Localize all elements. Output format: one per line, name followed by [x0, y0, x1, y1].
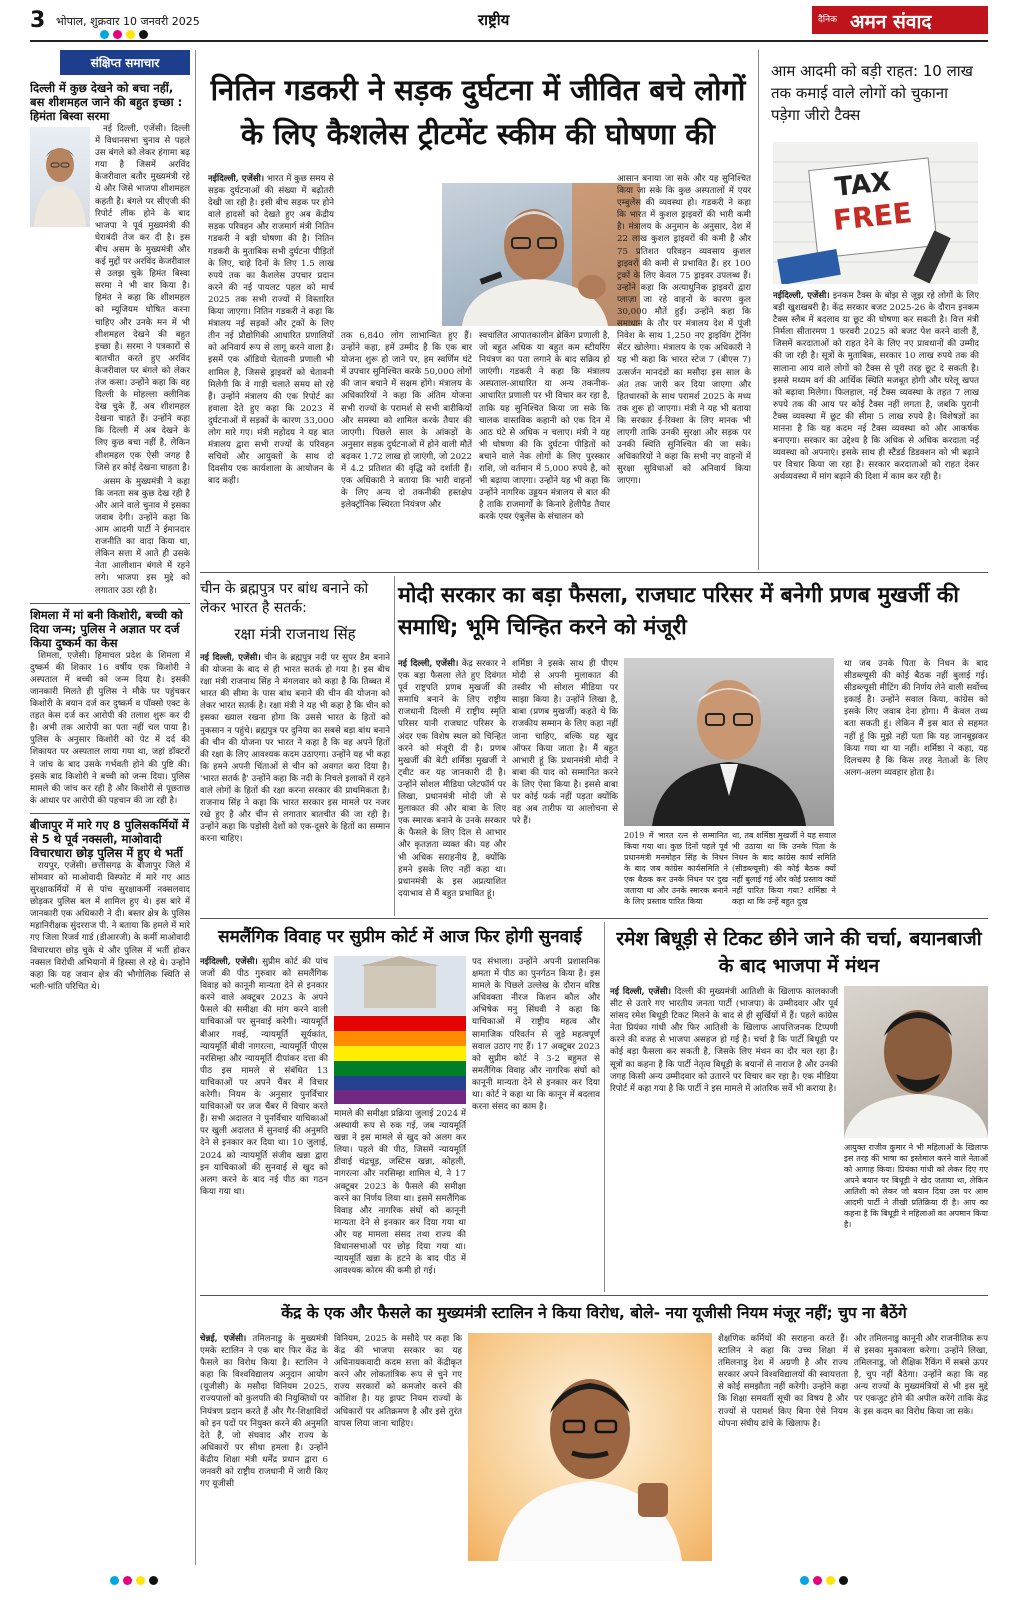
brief-1-headline: दिल्ली में कुछ देखने को बचा नहीं, बस शीशमहल जाने की बहुत इच्छा : हिमंता बिस्वा सरमा: [30, 81, 183, 123]
court-rule: [604, 922, 605, 1292]
lead-right-rule: [758, 50, 759, 570]
date-line: भोपाल, शुक्रवार 10 जनवरी 2025: [56, 15, 200, 28]
modi-col-1-text: केंद्र सरकार ने एक बड़ा फैसला लेते हुए दिवंगत पूर्व राष्ट्रपति प्रणब मुखर्जी की समाधि बनाने के लिए राष्ट्रीय राजधानी दिल्ली में राष्ट्रीय स्मृति परिसर यानी राजघाट परिसर के अंदर एक विशेष स्थल को चिन्हित करने को मंजूरी दी है। प्रणब मुखर्जी की बेटी शर्मिष्ठा मुखर्जी ने ट्वीट कर यह जानकारी दी है। उन्होंने सोशल मीडिया प्लेटफॉर्म पर लिखा, प्रधानमंत्री मोदी जी से मुलाकात की और बाबा के लिए एक स्मारक बनाने के उनके सरकार के फैसले के लिए दिल से आभार और कृतज्ञता व्यक्त की। यह और भी अधिक सराहनीय है, क्योंकि हमने इसके लिए नहीं कहा था। प्रधानमंत्री के इस अप्रत्याशित दयाभाव से मैं बहुत प्रभावित हूं।: [398, 659, 506, 899]
lead-col-3-text: स्वचालित आपातकालीन ब्रेकिंग प्रणाली है, जो बहुत अधिक या बहुत कम स्टीयरिंग नियंत्रण का पता लगाने के बाद सक्रिय हो जाएंगी। गडकरी ने कहा कि मंत्रालय अस्पताल-आधारित या अन्य तकनीक-आधारित प्रणाली पर भी विचार कर रहा है, ताकि यह सुनिश्चित किया जा सके कि चालक वास्तविक कहानी को एक दिन में आठ घंटे से अधिक न चलाए। मंत्री ने यह भी घोषणा की कि दुर्घटना पीड़ितों को बचाने वाले नेक लोगों के लिए पुरस्कार राशि, जो वर्तमान में 5,000 रुपये है, को भी बढ़ाया जाएगा। उन्होंने यह भी कहा कि उन्होंने नागरिक उड्डयन मंत्रालय से बात की है ताकि राजमार्गों के किनारे हेलीपैड तैयार करके एयर एंबुलेंस के संचालन को: [479, 331, 610, 523]
person-photo-icon: [844, 986, 988, 1138]
china-dateline: नई दिल्ली, एजेंसी।: [200, 653, 261, 663]
reg-dot-cyan: [800, 1576, 809, 1585]
brief-1-body: [95, 123, 190, 599]
tax-dateline: नईदिल्ली, एजेंसी।: [773, 291, 830, 301]
brief-2-body: [30, 650, 190, 809]
supreme-court-photo: [334, 956, 466, 1104]
registration-dots-top: [100, 30, 148, 39]
sidebar-rule: [195, 50, 196, 1565]
sidebar-briefs: [30, 50, 190, 1565]
registration-dots-right: [800, 1576, 848, 1585]
modi-col-3: [844, 658, 988, 912]
reg-dot-magenta: [113, 30, 122, 39]
pranab-photo: [624, 658, 834, 826]
section-rule: [200, 572, 988, 573]
tax-story: [763, 50, 988, 570]
section-rule: [200, 1295, 988, 1296]
lead-col-1-text: भारत में कुछ समय से सड़क दुर्घटनाओं की संख्या में बढ़ोतरी देखी जा रही है। इसी बीच सड़क पर होने वाले हादसों को देखते हुए अब केंद्रीय सड़क परिवहन और राजमार्ग मंत्री नितिन गडकरी ने बड़ी घोषणा की है। नितिन गडकरी के मुताबिक सभी दुर्घटना पीड़ितों के लिए, चाहे दिनों के लिए 1.5 लाख रुपये तक का कैशलेस उपचार प्रदान करने की नई पायलट पहल को मार्च 2025 तक सभी राज्यों में विस्तारित किया जाएगा। नितिन गडकरी ने कहा कि मंत्रालय नई सड़कों और ट्रकों के लिए तीन नई प्रौद्योगिकी आधारित प्रणालियों को अनिवार्य रूप से लागू करने वाला है। इसमें एक ऑडियो चेतावनी प्रणाली भी शामिल है, जिससे ड्राइवरों को चेतावनी मिलेगी कि वे गाड़ी चलाते समय सो रहे हैं। उन्होंने मंत्रालय की एक रिपोर्ट का हवाला देते हुए कहा कि 2023 में दुर्घटनाओं में सड़कों के कारण 33,000 लोग मारे गए। मंत्री महोदय ने यह बात मंत्रालय द्वारा सभी राज्यों के परिवहन सचिवों और आयुक्तों के साथ दो दिवसीय एक कार्यशाला के आयोजन के बाद कही।: [208, 174, 334, 487]
reg-dot-yellow: [826, 1576, 835, 1585]
stalin-dateline: चेन्नई, एजेंसी।: [200, 1334, 247, 1344]
tax-body: [773, 290, 979, 566]
person-silhouette-icon: [30, 127, 90, 227]
masthead: [0, 0, 1015, 40]
brief-3-para: रायपुर, एजेंसी। छत्तीसगढ़ के बीजापुर जिले में सोमवार को माओवादी विस्फोट में मारे गए आठ सुरक्षाकर्मियों में से पांच सुरक्षाकर्मी नक्सलवाद छोड़कर पुलिस बल में शामिल हुए थे। इस बारे में जानकारी एक अधिकारी ने दी। बस्तर क्षेत्र के पुलिस महानिरीक्षक सुंदरराज पी. ने बताया कि हमले में मारे गए जिला रिजर्व गार्ड (डीआरजी) के कर्मी माओवादी विचारधारा छोड़ चुके थे और पुलिस में भर्ती होकर नक्सल विरोधी अभियानों में हिस्सा ले रहे थे। उन्होंने कहा कि यह जवान क्षेत्र की भौगोलिक स्थिति से भली-भांति परिचित थे।: [30, 860, 190, 992]
brief-1-para: असम के मुख्यमंत्री ने कहा कि जनता सब कुछ देख रही है और आने वाले चुनाव में इसका जवाब देगी। उन्होंने कहा कि आम आदमी पार्टी ने ईमानदार राजनीति का वादा किया था, लेकिन सत्ता में आते ही उसके नेता आलीशान बंगले में रहने लगे। भाजपा इस मुद्दे को लगातार उठा रही है।: [95, 476, 190, 596]
brief-3-body: [30, 860, 190, 995]
ramesh-headline: रमेश बिधूड़ी से टिकट छीने जाने की चर्चा, बयानबाजी के बाद भाजपा में मंथन: [616, 928, 982, 977]
modi-col-1: [398, 658, 506, 912]
china-story: [200, 576, 390, 916]
reg-dot-cyan: [100, 30, 109, 39]
china-headline: चीन के ब्रह्मपुत्र पर बांध बनाने को लेकर भारत है सतर्क:: [200, 581, 369, 616]
brief-divider: [30, 813, 190, 814]
stalin-photo: [468, 1333, 712, 1561]
court-col-3: [472, 956, 600, 1286]
header-rule: [30, 40, 988, 42]
stalin-col-1: [200, 1333, 328, 1561]
stalin-col-2: [334, 1333, 462, 1561]
china-body: [200, 652, 390, 912]
tax-word: TAX: [833, 167, 893, 203]
brief-2-headline: शिमला में मां बनी किशोरी, बच्ची को दिया जन्म; पुलिस ने अज्ञात पर दर्ज किया दुष्कर्म का केस: [30, 607, 183, 650]
court-col-1: [200, 956, 328, 1286]
brand-box: [812, 6, 988, 34]
reg-dot-black: [149, 1576, 158, 1585]
reg-dot-black: [139, 30, 148, 39]
registration-dots-left: [110, 1576, 158, 1585]
pranab-caption-2: था, तब शर्मिष्ठा मुखर्जी ने यह सवाल भी उठाया था कि उनके पिता के निधन के बाद कांग्रेस कार्य समिति (सीडब्ल्यूसी) की कोई बैठक क्यों नहीं बुलाई गई और कोई प्रस्ताव क्यों नहीं पारित किया गया? शर्मिष्ठा ने कहा था कि उन्हें बहुत दुख: [732, 831, 836, 906]
section-rule: [200, 918, 988, 919]
lead-dateline: नईदिल्ली, एजेंसी।: [208, 174, 265, 184]
court-col-3-text: पद संभाला। उन्होंने अपनी प्रशासनिक क्षमता में पीठ का पुनर्गठन किया है। इस मामले के पिछले उल्लेख के दौरान वरिष्ठ अधिवक्ता नीरज किशन कौल और अभिषेक मनु सिंघवी ने कहा कि याचिकाओं में राष्ट्रीय महत्व और सामाजिक परिवर्तन से जुड़े महत्वपूर्ण सवाल उठाए गए हैं। 17 अक्टूबर 2023 को सुप्रीम कोर्ट ने 3-2 बहुमत से समलैंगिक विवाह और नागरिक संघों को कानूनी मान्यता देने से इनकार कर दिया था। कोर्ट ने कहा था कि कानून में बदलाव करना संसद का काम है।: [472, 957, 600, 1113]
pranab-caption-1: 2019 में भारत रत्न से सम्मानित किया गया था। कुछ दिनों पहले पूर्व प्रधानमंत्री मनमोहन सिंह के निधन के बाद जब कांग्रेस कार्यसमिति ने एक बैठक कर उनके निधन पर दुख जताया था और उनके स्मारक बनाने के लिए प्रस्ताव पारित किया: [624, 831, 728, 906]
himanta-photo: [30, 127, 90, 227]
stalin-col-3: [718, 1333, 848, 1561]
ramesh-dateline: नई दिल्ली, एजेंसी।: [610, 987, 671, 997]
modi-dateline: नई दिल्ली, एजेंसी।: [398, 659, 459, 669]
stalin-col-4-text: और तमिलनाडु कानूनी और राजनीतिक रूप से इसका मुकाबला करेगा। उन्होंने लिखा, तमिलनाडु, जो शैक्षिक रैंकिंग में सबसे ऊपर है, चुप नहीं बैठेगा। उन्होंने कहा कि वह अन्य राज्यों के मुख्यमंत्रियों से भी इस मुद्दे पर एकजुट होने की अपील करेंगे ताकि केंद्र के इस कदम का विरोध किया जा सके।: [854, 1334, 988, 1417]
ramesh-story: [610, 922, 988, 1292]
lead-col-4: [617, 173, 751, 566]
court-col-2-text: मामले की समीक्षा प्रक्रिया जुलाई 2024 में अस्थायी रूप से रुक गई, जब न्यायमूर्ति खन्ना ने इस मामले से खुद को अलग कर लिया। पहले की पीठ, जिसमें न्यायमूर्ति डीवाई चंद्रचूड़, जस्टिस खन्ना, कोहली, नागरत्ना और नरसिम्हा शामिल थे, ने 17 अक्टूबर 2023 के फैसले की समीक्षा करने का निर्णय लिया था। इसमें समलैंगिक विवाह और नागरिक संघों को कानूनी मान्यता देने से इनकार कर दिया गया था और यह मामला संसद तथा राज्य की विधानसभाओं पर छोड़ दिया गया था। न्यायमूर्ति खन्ना के हटने के बाद पीठ में आवश्यक कोरम की कमी हो गई।: [334, 1109, 466, 1277]
court-story: [200, 922, 600, 1292]
lead-col-3: [479, 330, 610, 566]
lead-headline: नितिन गडकरी ने सड़क दुर्घटना में जीवित बचे लोगों के लिए कैशलेस ट्रीटमेंट स्कीम की घोषणा की: [210, 73, 746, 151]
lead-col-2: [341, 330, 472, 566]
stalin-col-4: [854, 1333, 988, 1561]
court-dateline: नईदिल्ली, एजेंसी।: [200, 957, 258, 967]
modi-story: [398, 576, 988, 916]
reg-dot-cyan: [110, 1576, 119, 1585]
brief-1-para: नई दिल्ली, एजेंसी। दिल्ली में विधानसभा चुनाव से पहले उस बंगले को लेकर हंगामा बढ़ गया है जिसमें अरविंद केजरीवाल बतौर मुख्यमंत्री रहे थे और जिसे भाजपा शीशमहल कहती है। बंगले पर सीएजी की रिपोर्ट लीक होने के बाद भाजपा ने पूर्व मुख्यमंत्री की घेराबंदी तेज कर दी है। इस बीच असम के मुख्यमंत्री और कई मुद्दों पर अरविंद केजरीवाल से उलझ चुके हिमंत बिस्वा सरमा ने भी वार किया है। हिमंत ने कहा कि शीशमहल को म्यूजियम घोषित करना चाहिए और उनके मन में भी शीशमहल देखने की बहुत इच्छा है। सरमा ने पत्रकारों से बातचीत करते हुए अरविंद केजरीवाल पर बंगले को लेकर तंज कसा। उन्होंने कहा कि वह दिल्ली के मोहल्ला क्लीनिक देख चुके हैं, अब शीशमहल देखना चाहते हैं। उन्होंने कहा कि दिल्ली में अब देखने के लिए कुछ बचा नहीं है, लेकिन शीशमहल एक ऐसी जगह है जिसे हर कोई देखना चाहता है।: [95, 124, 190, 473]
china-subhead: रक्षा मंत्री राजनाथ सिंह: [234, 625, 356, 643]
tax-free-photo: [773, 142, 978, 284]
free-word: FREE: [831, 195, 914, 238]
brief-3-headline: बीजापुर में मारे गए 8 पुलिसकर्मियों में से 5 थे पूर्व नक्सली, माओवादी विचारधारा छोड़ पुलिस में हुए थे भर्ती: [30, 817, 189, 860]
person-photo-icon: [468, 1333, 712, 1561]
china-body-text: चीन के ब्रह्मपुत्र नदी पर सुपर डैम बनाने की योजना के बाद से ही भारत सतर्क हो गया है। इस बीच रक्षा मंत्री राजनाथ सिंह ने मंगलवार को कहा है कि तिब्बत में भारत की सीमा के पास बांध बनाने की चीन की योजना को लेकर भारत सतर्क है। रक्षा मंत्री ने यह भी कहा है कि चीन को इसका ख्याल रखना होगा कि उससे भारत के हितों को नुकसान न पहुंचे। ब्रह्मपुत्र पर दुनिया का सबसे बड़ा बांध बनाने की चीन की योजना पर भारत ने कहा है कि वह अपने हितों की रक्षा के लिए आवश्यक कदम उठाएगा। उन्होंने यह भी कहा कि हमने अपनी चिंताओं से चीन को अवगत करा दिया है। 'भारत सतर्क है' उन्होंने कहा कि नदी के निचले इलाकों में रहने वाले लोगों के हितों की रक्षा करना सरकार की प्राथमिकता है। राजनाथ सिंह ने कहा कि भारत सरकार इस मामले पर नजर रखे हुए है और चीन से लगातार बातचीत की जा रही है। उन्होंने कहा कि पड़ोसी देशों को एक-दूसरे के हितों का सम्मान करना चाहिए।: [200, 653, 390, 845]
person-photo-icon: [624, 658, 834, 826]
brief-divider: [30, 603, 190, 604]
person-photo-icon: [442, 183, 640, 326]
reg-dot-black: [839, 1576, 848, 1585]
section-title: राष्ट्रीय: [478, 11, 510, 29]
gadkari-photo: [442, 183, 640, 326]
tax-body-text: इनकम टैक्स के बोझ से जूझ रहे लोगों के लिए बड़ी खुशखबरी है। केंद्र सरकार बजट 2025-26 के दौरान इनकम टैक्स स्लैब में बदलाव या छूट की घोषणा कर सकती है। वित्त मंत्री निर्मला सीतारमण 1 फरवरी 2025 को बजट पेश करने वाली हैं, जिसमें करदाताओं को राहत देने के लिए नए प्रावधानों की उम्मीद की जा रही है। सूत्रों के मुताबिक, सरकार 10 लाख रुपये तक की सालाना आय वाले लोगों को टैक्स से पूरी तरह छूट दे सकती है। इससे मध्यम वर्ग की आर्थिक स्थिति मजबूत होगी और घरेलू खपत को बढ़ावा मिलेगा। फिलहाल, नई टैक्स व्यवस्था के तहत 7 लाख रुपये तक की आय पर कोई टैक्स नहीं लगता है, जबकि पुरानी टैक्स व्यवस्था में छूट की सीमा 5 लाख रुपये है। विशेषज्ञों का मानना है कि यह कदम नई टैक्स व्यवस्था को और आकर्षक बनाएगा। सरकार का उद्देश्य है कि अधिक से अधिक करदाता नई व्यवस्था को अपनाएं। इसके साथ ही स्टैंडर्ड डिडक्शन को भी बढ़ाने पर विचार किया जा रहा है। सरकार करदाताओं को राहत देकर अर्थव्यवस्था में मांग बढ़ाने की दिशा में काम कर रही है।: [773, 291, 979, 483]
reg-dot-yellow: [126, 30, 135, 39]
stalin-col-1-text: तमिलनाडु के मुख्यमंत्री एमके स्टालिन ने एक बार फिर केंद्र के फैसले का विरोध किया है। स्टालिन ने कहा कि विश्वविद्यालय अनुदान आयोग (यूजीसी) के मसौदा विनियम 2025, राज्यपालों को कुलपति की नियुक्तियों पर नियंत्रण प्रदान करते हैं और गैर-शिक्षाविदों को इन पदों पर नियुक्त करने की अनुमति देते हैं, जो संघवाद और राज्य के अधिकारों पर सीधा हमला है। उन्होंने केंद्रीय शिक्षा मंत्री धर्मेंद्र प्रधान द्वारा 6 जनवरी को राष्ट्रीय राजधानी में जारी किए गए यूजीसी: [200, 1334, 328, 1490]
brand-small: दैनिक: [818, 15, 838, 25]
stalin-col-3-text: शैक्षणिक कर्मियों की सराहना करते हैं। स्टालिन ने कहा कि उच्च शिक्षा में तमिलनाडु देश में अग्रणी है और राज्य सरकार अपने विश्वविद्यालयों की स्वायत्तता से कोई समझौता नहीं करेगी। उन्होंने कहा कि शिक्षा समवर्ती सूची का विषय है और राज्यों से परामर्श किए बिना ऐसे नियम थोपना संघीय ढांचे के खिलाफ है।: [718, 1334, 848, 1429]
reg-dot-magenta: [813, 1576, 822, 1585]
reg-dot-magenta: [123, 1576, 132, 1585]
sidebar-title: संक्षिप्त समाचार: [60, 50, 190, 75]
footer-registration: [0, 1572, 1015, 1592]
lead-col-4-text: आसान बनाया जा सके और यह सुनिश्चित किया जा सके कि कुछ अस्पतालों में एयर एम्बुलेंस की व्यवस्था हो। गडकरी ने कहा कि भारत में कुशल ड्राइवरों की भारी कमी है। मंत्रालय के अनुमान के अनुसार, देश में 22 लाख कुशल ड्राइवरों की कमी है और 75 प्रतिशत परिवहन व्यवसाय कुशल ड्राइवरों की कमी से प्रभावित हैं। हर 100 ट्रकों के लिए केवल 75 ड्राइवर उपलब्ध हैं। उन्होंने कहा कि अत्याधुनिक ड्राइवरों द्वारा प्लाज़ा जा रहे वाहनों के कारण कुल 30,000 मौतें हुईं। उन्होंने कहा कि समाधान के तौर पर मंत्रालय देश में पूंजी निवेश के साथ 1,250 नए ड्राइविंग ट्रेनिंग सेंटर खोलेगा। मंत्रालय के एक अधिकारी ने यह भी कहा कि भारत स्टेज 7 (बीएस 7) उत्सर्जन मानदंडों का मसौदा इस साल के अंत तक जारी कर दिया जाएगा और हितधारकों के साथ परामर्श 2025 के मध्य तक शुरू हो जाएगा। मंत्री ने यह भी बताया कि सरकार ई-रिक्शा के लिए मानक भी लाएगी ताकि उनकी सुरक्षा और सड़क पर उनकी स्थिति सुनिश्चित की जा सके। अधिकारियों ने कहा कि सभी नए वाहनों में सुरक्षा सुविधाओं को अनिवार्य किया जाएगा।: [617, 174, 751, 487]
page-number: 3: [30, 8, 46, 33]
lead-col-2-text: तक 6,840 लोग लाभान्वित हुए हैं। उन्होंने कहा, हमें उम्मीद है कि एक बार योजना शुरू हो जाने पर, हम स्वर्णिम घंटे में उपचार सुनिश्चित करके 50,000 लोगों की जान बचाने में सक्षम होंगे। मंत्रालय के अधिकारियों ने कहा कि अंतिम योजना सभी राज्यों के परामर्श से सभी बारीकियों और समस्या को शामिल करके तैयार की जाएगी। पिछले साल के आंकड़ों के अनुसार सड़क दुर्घटनाओं में होने वाली मौतें बढ़कर 1.72 लाख हो जाएंगी, जो 2022 में 4.2 प्रतिशत की वृद्धि को दर्शाती हैं। एक अधिकारी ने बताया कि भारी वाहनों के लिए अन्य दो तकनीकी हस्तक्षेप इलेक्ट्रॉनिक स्थिरता नियंत्रण और: [341, 331, 472, 511]
china-rule: [394, 576, 395, 916]
ramesh-photo: [844, 986, 988, 1138]
brand-name: अमन संवाद: [850, 11, 932, 33]
court-headline: समलैंगिक विवाह पर सुप्रीम कोर्ट में आज फिर होगी सुनवाई: [218, 927, 582, 947]
stalin-col-2-text: विनियम, 2025 के मसौदे पर कहा कि केंद्र की भाजपा सरकार का यह अधिनायकवादी कदम सत्ता को केंद्रीकृत करने और लोकतांत्रिक रूप से चुने गए राज्य सरकारों को कमजोर करने की कोशिश है। यह ड्राफ्ट नियम राज्यों के अधिकारों पर अतिक्रमण है और इसे तुरंत वापस लिया जाना चाहिए।: [334, 1334, 462, 1429]
modi-col-2: [512, 658, 618, 912]
court-col-2: [334, 1108, 466, 1286]
rainbow-flag-icon: [334, 956, 466, 1104]
court-col-1-text: सुप्रीम कोर्ट की पांच जजों की पीठ गुरुवार को समलैंगिक विवाह को कानूनी मान्यता देने से इनकार करने वाले अक्टूबर 2023 के अपने फैसले की समीक्षा की मांग करने वाली याचिकाओं पर सुनवाई करेगी। न्यायमूर्ति बीआर गवई, न्यायमूर्ति सूर्यकांत, न्यायमूर्ति बीवी नागरत्ना, न्यायमूर्ति पीएस नरसिम्हा और न्यायमूर्ति दीपांकर दत्ता की पीठ इस मामले से संबंधित 13 याचिकाओं पर अपने चैंबर में विचार करेगी। नियम के अनुसार पुनर्विचार याचिकाओं पर जज चैंबर में विचार करते हैं। सभी अदालत ने पुनर्विचार याचिकाओं पर खुली अदालत में सुनवाई की अनुमति देने से इनकार कर दिया था। 10 जुलाई, 2024 को न्यायमूर्ति संजीव खन्ना द्वारा इन याचिकाओं की सुनवाई से खुद को अलग करने के बाद नई पीठ का गठन किया गया था।: [200, 957, 328, 1197]
lead-story: [200, 50, 755, 570]
ramesh-body: [610, 986, 838, 1286]
modi-col-2-text: शर्मिष्ठा ने इसके साथ ही पीएम मोदी से अपनी मुलाकात की तस्वीर भी सोशल मीडिया पर साझा किया है। उन्होंने लिखा है, बाबा (प्रणब मुखर्जी) कहते थे कि राजकीय सम्मान के लिए कहा नहीं जाना चाहिए, बल्कि यह खुद ऑफर किया जाता है। मैं बहुत आभारी हूं कि प्रधानमंत्री मोदी ने बाबा की याद को सम्मानित करने के लिए ऐसा किया है। इससे बाबा पर कोई फर्क नहीं पड़ता क्योंकि वह अब तारीफ या आलोचना से परे हैं।: [512, 659, 618, 827]
brief-2-para: शिमला, एजेंसी। हिमाचल प्रदेश के शिमला में दुष्कर्म की शिकार 16 वर्षीय एक किशोरी ने अस्पताल में बच्ची को जन्म दिया है। इसकी जानकारी मिलते ही पुलिस ने मौके पर पहुंचकर किशोरी के बयान दर्ज कर दुष्कर्म व पॉक्सो एक्ट के तहत केस दर्ज कर आरोपी की तलाश शुरू कर दी है। अभी तक आरोपी का पता नहीं चल पाया है। पुलिस के अनुसार किशोरी को पेट में दर्द की शिकायत पर अस्पताल लाया गया था, जहां डॉक्टरों ने जांच के बाद उसके गर्भवती होने की पुष्टि की। इसके बाद किशोरी ने बच्ची को जन्म दिया। पुलिस मामले की जांच कर रही है और किशोरी से पूछताछ के आधार पर आरोपी की पहचान की जा रही है।: [30, 650, 190, 806]
ramesh-caption: आयुक्त राजीव कुमार ने भी महिलाओं के खिलाफ इस तरह की भाषा का इस्तेमाल करने वाले नेताओं को आगाह किया। प्रियंका गांधी को लेकर दिए गए अपने बयान पर बिधूड़ी ने खेद जताया था, लेकिन आतिशी को लेकर जो बयान दिया उस पर आम आदमी पार्टी ने तीखी प्रतिक्रिया दी है। आप का कहना है कि बिधूड़ी ने महिलाओं का अपमान किया है।: [844, 1143, 988, 1229]
tax-headline: आम आदमी को बड़ी राहत: 10 लाख तक कमाई वाले लोगों को चुकाना पड़ेगा जीरो टैक्स: [771, 62, 973, 124]
stalin-headline: केंद्र के एक और फैसले का मुख्यमंत्री स्टालिन ने किया विरोध, बोले- नया यूजीसी नियम मंजूर नहीं; चुप ना बैठेंगे: [281, 1304, 907, 1322]
reg-dot-yellow: [136, 1576, 145, 1585]
lead-col-1: [208, 173, 334, 566]
ramesh-body-text: दिल्ली की मुख्यमंत्री आतिशी के खिलाफ कालकाजी सीट से उतारे गए भारतीय जनता पार्टी (भाजपा) के उम्मीदवार और पूर्व सांसद रमेश बिधूड़ी टिकट मिलने के बाद से ही सुर्खियों में हैं। पहले कांग्रेस नेता प्रियंका गांधी और फिर आतिशी के खिलाफ आपत्तिजनक टिप्पणी करने की वजह से भाजपा असहज हो गई है। चर्चा है कि पार्टी बिधूड़ी पर कोई बड़ा फैसला कर सकती है, जिसके लिए मंथन का दौर चल रहा है। सूत्रों का कहना है कि पार्टी नेतृत्व बिधूड़ी के बयानों से नाराज है और उनकी जगह किसी अन्य उम्मीदवार को उतारने पर विचार कर रहा है। एक मीडिया रिपोर्ट में कहा गया है कि पार्टी ने इस मामले में आंतरिक सर्वे भी कराया है।: [610, 987, 838, 1094]
modi-col-3-text: था जब उनके पिता के निधन के बाद सीडब्ल्यूसी की कोई बैठक नहीं बुलाई गई। सीडब्ल्यूसी मीटिंग की निर्णय लेने वाली सर्वोच्च इकाई है। उन्होंने सवाल किया, कांग्रेस को इसके लिए जवाब देना होगा। मैं केवल तथ्य बता सकती हूं। लेकिन मैं इस बात से सहमत नहीं हूं कि मुझे नहीं पता कि यह जानबूझकर किया गया था या नहीं। शर्मिष्ठा ने कहा, यह दिलचस्प है कि किस तरह नेताओं के लिए अलग-अलग व्यवहार होता है।: [844, 659, 988, 778]
modi-headline: मोदी सरकार का बड़ा फैसला, राजघाट परिसर में बनेगी प्रणब मुखर्जी की समाधि; भूमि चिन्हित करने को मंजूरी: [398, 583, 959, 640]
stalin-story: [200, 1299, 988, 1565]
